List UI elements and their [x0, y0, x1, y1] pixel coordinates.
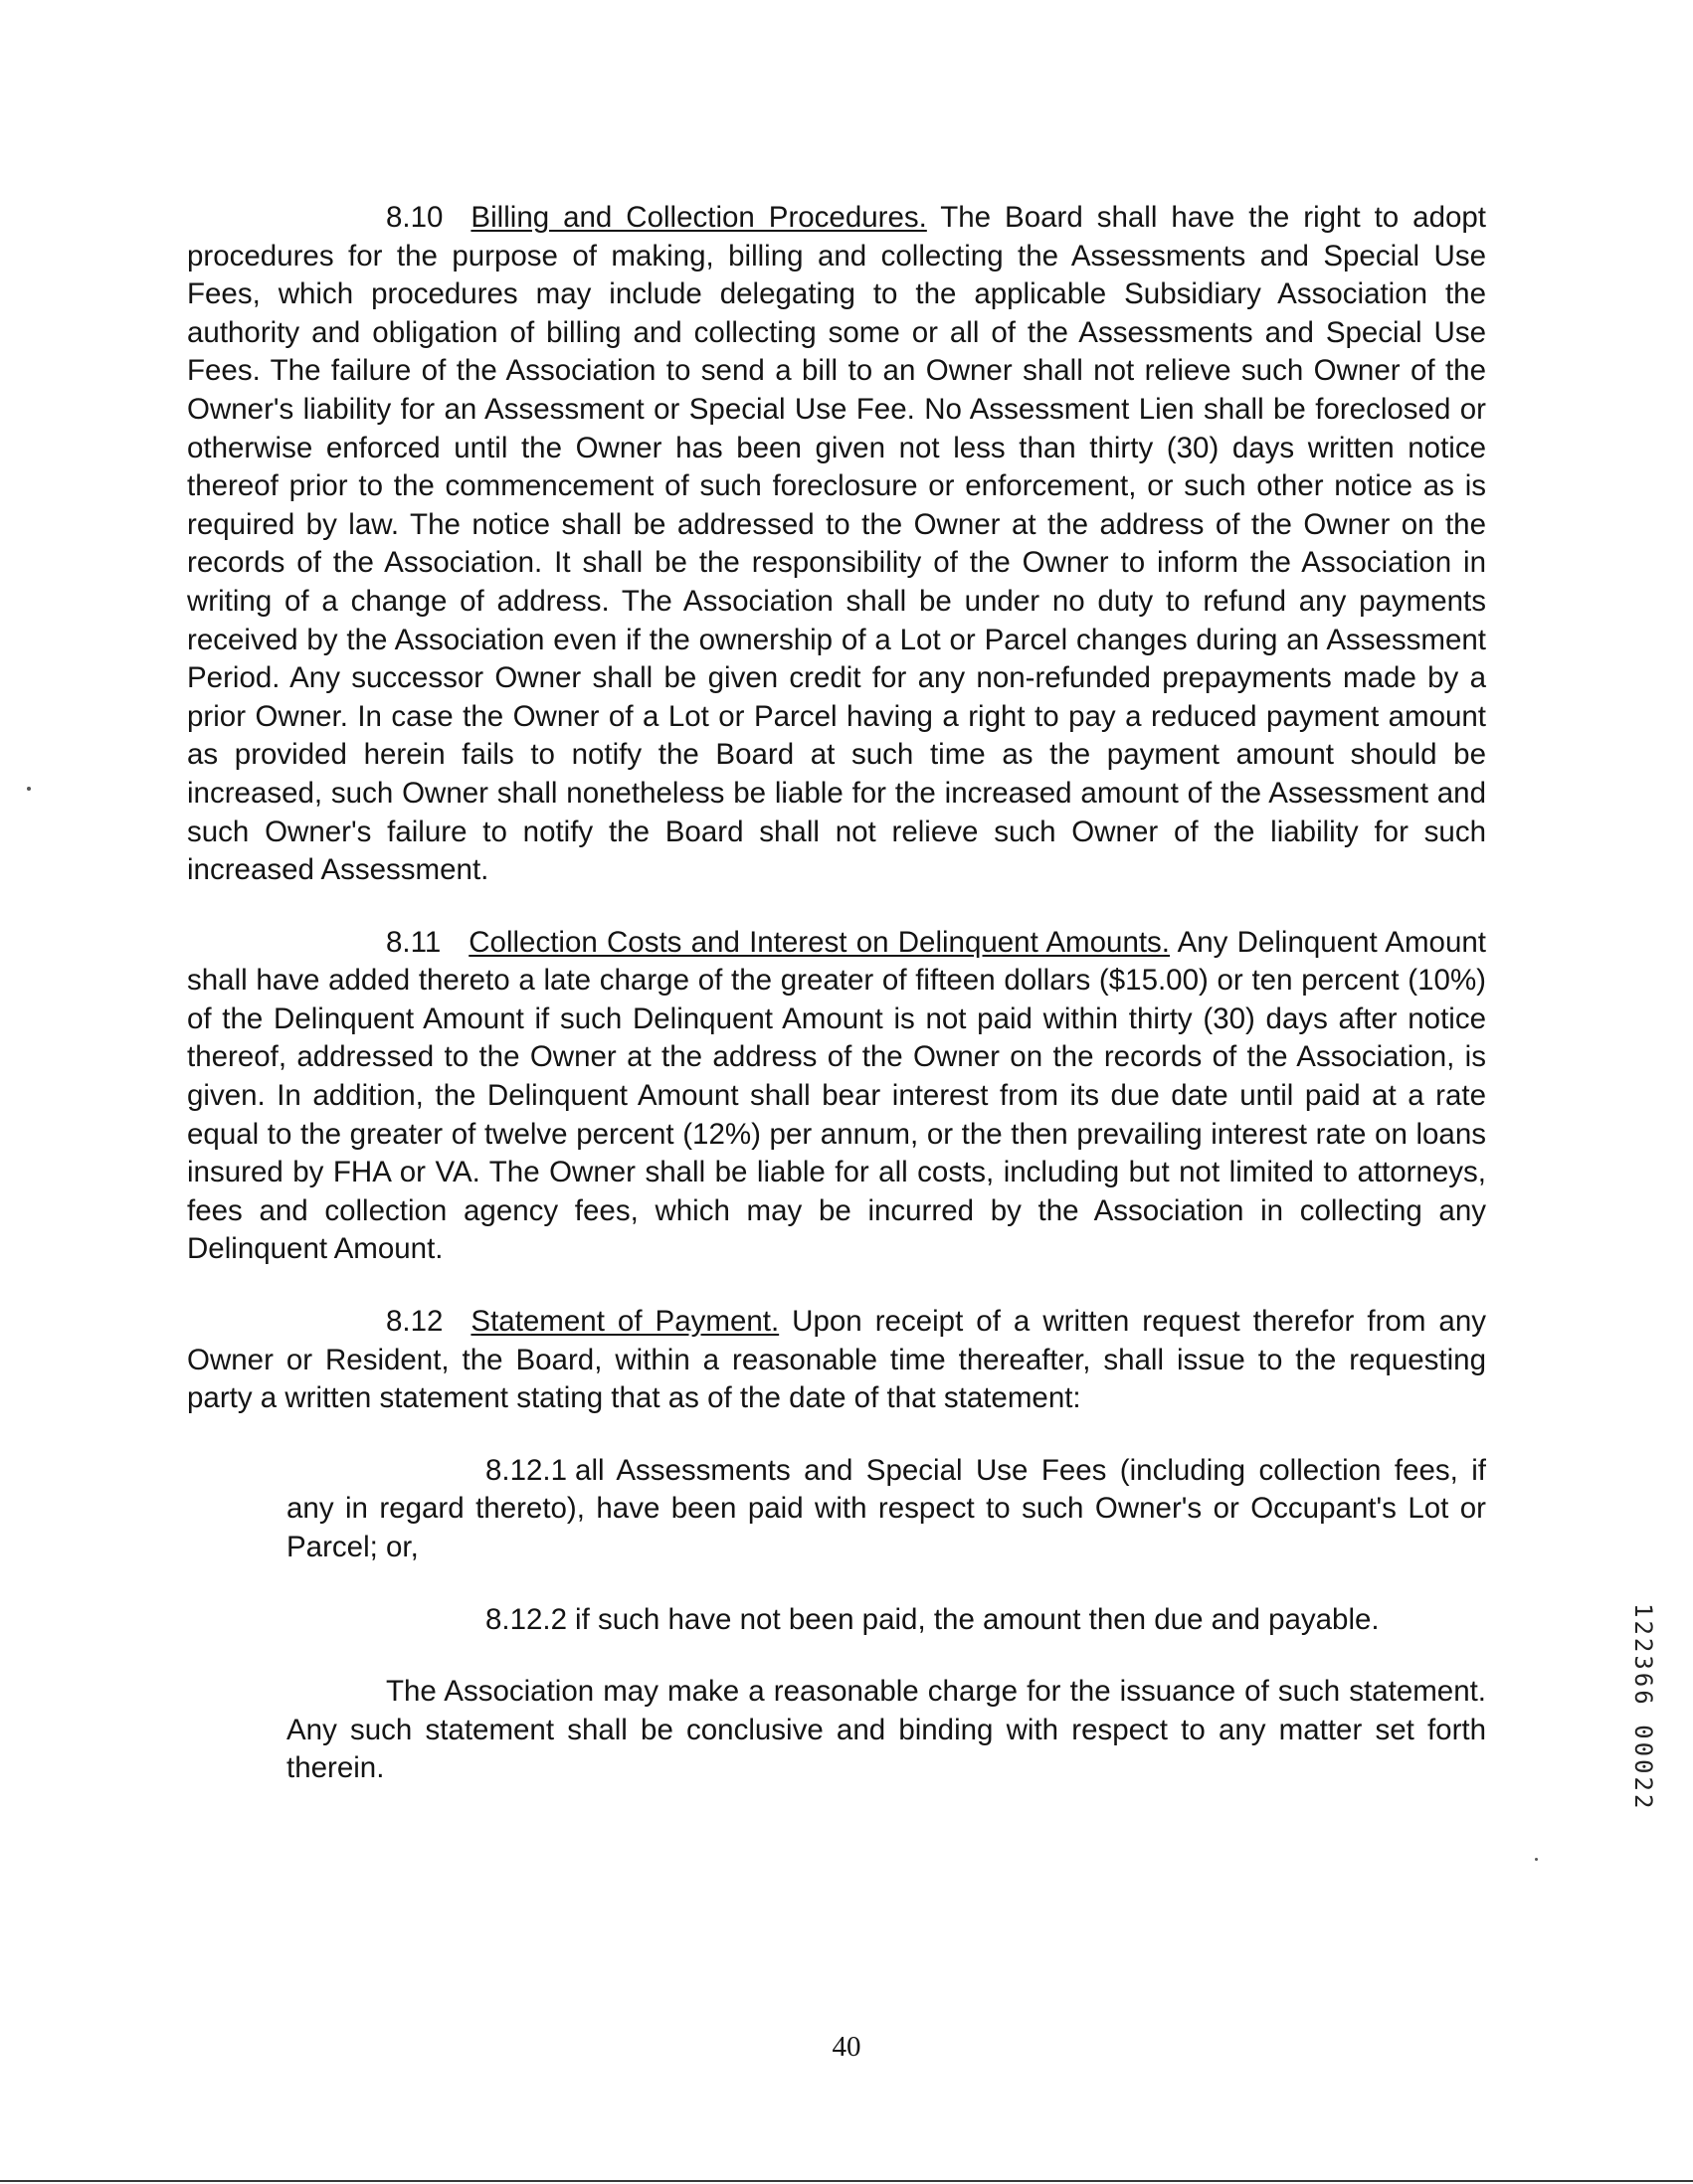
section-number: 8.10: [386, 201, 444, 234]
section-number: 8.12: [386, 1305, 444, 1339]
margin-stamp-text: 122366 00022: [1629, 1603, 1657, 1812]
subsection-body: if such have not been paid, the amount then due and payable.: [575, 1602, 1380, 1636]
margin-stamp: [1629, 1603, 1669, 1882]
section-body: Any Delinquent Amount shall have added thereto a late charge of the greater of fifteen dollars ($15.00) or ten percent (10%) of the Delinquent Amount if such Delinquent Amount is not paid within thirty (30) days after notice thereof, addressed to the Owner at the address of the Owner on the records of the Association, is given. In addition, the Delinquent Amount shall bear interest from its due date until paid at a rate equal to the greater of twelve percent (12%) per annum, or the then prevailing interest rate on loans insured by FHA or VA. The Owner shall be liable for all costs, including but not limited to attorneys, fees and collection agency fees, which may be incurred by the Association in collecting any Delinquent Amount.: [187, 925, 1486, 1266]
section-8-10: [187, 199, 1486, 890]
section-heading: Statement of Payment.: [470, 1305, 780, 1339]
closing-paragraph: [286, 1673, 1486, 1788]
page-number: 40: [832, 2031, 861, 2063]
section-body: Upon receipt of a written request therefor from any Owner or Resident, the Board, within a reasonable time thereafter, shall issue to the requesting party a written statement stating that as of the date of that statement:: [187, 1305, 1486, 1415]
section-number: 8.11: [386, 925, 442, 959]
subsection-body: all Assessments and Special Use Fees (including collection fees, if any in regard thereto), have been paid with respect to such Owner's or Occupant's Lot or Parcel; or,: [286, 1453, 1486, 1563]
subsection-number: 8.12.1: [485, 1453, 568, 1487]
subsection-8-12-1: [286, 1452, 1486, 1567]
scan-speck: [27, 787, 31, 791]
section-heading: Collection Costs and Interest on Delinquent Amounts.: [469, 925, 1170, 959]
closing-body: The Association may make a reasonable charge for the issuance of such statement. Any such statement shall be conclusive and binding with respect to any matter set forth therein.: [286, 1675, 1486, 1785]
document-body: [187, 199, 1486, 1822]
section-8-12: [187, 1303, 1486, 1418]
section-heading: Billing and Collection Procedures.: [470, 201, 927, 234]
scan-speck: [1535, 1858, 1538, 1861]
section-body: The Board shall have the right to adopt procedures for the purpose of making, billing and collecting the Assessments and Special Use Fees, which procedures may include delegating to the applicable Subsidiary Association the authority and obligation of billing and collecting some or all of the Assessments and Special Use Fees. The failure of the Association to send a bill to an Owner shall not relieve such Owner of the Owner's liability for an Assessment or Special Use Fee. No Assessment Lien shall be foreclosed or otherwise enforced until the Owner has been given not less than thirty (30) days written notice thereof prior to the commencement of such foreclosure or enforcement, or such other notice as is required by law. The notice shall be addressed to the Owner at the address of the Owner on the records of the Association. It shall be the responsibility of the Owner to inform the Association in writing of a change of address. The Association shall be under no duty to refund any payments received by the Association even if the ownership of a Lot or Parcel changes during an Assessment Period. Any successor Owner shall be given credit for any non-refunded prepayments made by a prior Owner. In case the Owner of a Lot or Parcel having a right to pay a reduced payment amount as provided herein fails to notify the Board at such time as the payment amount should be increased, such Owner shall nonetheless be liable for the increased amount of the Assessment and such Owner's failure to notify the Board shall not relieve such Owner of the liability for such increased Assessment.: [187, 201, 1486, 887]
section-8-11: [187, 924, 1486, 1269]
subsection-8-12-2: [286, 1601, 1486, 1640]
scan-edge-line: [0, 2180, 1693, 2182]
subsection-number: 8.12.2: [485, 1602, 568, 1636]
